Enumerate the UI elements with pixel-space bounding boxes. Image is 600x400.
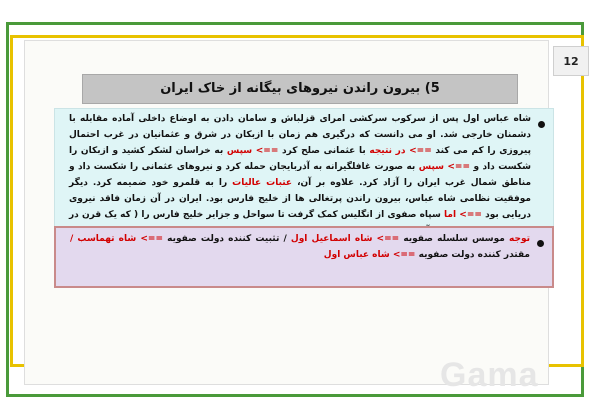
- note-text-part: موسس سلسله صفویه: [403, 234, 505, 244]
- note-highlight: ==> شاه اسماعیل اول: [290, 234, 400, 244]
- main-highlight: ==> سپس: [226, 146, 279, 156]
- note-text-part: مقتدر کننده دولت صفویه: [418, 250, 530, 260]
- main-highlight: ==> در نتیجه: [369, 146, 432, 156]
- main-text-part: به خراسان لشکر کشید و ازبکان را شکست داد و: [69, 146, 531, 172]
- main-highlight: ==> اما: [444, 210, 482, 220]
- bullet-icon: [538, 121, 545, 128]
- main-text-part: شاه عباس اول پس از سرکوب سرکشی امرای قزلباش و سامان دادن به اوضاع داخلی آماده مقابله با دشمنان خارجی شد. او می دانست که درگیری هم زمان با ازبکان در شرق و عثمانیان در غرب احتمال پیروزی را کم می کند: [69, 114, 531, 156]
- note-highlight: ==> شاه عباس اول: [323, 250, 416, 260]
- main-content-box: [54, 108, 554, 228]
- page-number-badge: 12: [553, 46, 589, 76]
- slide-title: 5) بیرون راندن نیروهای بیگانه از خاک ایران: [82, 74, 518, 104]
- note-label: توجه: [509, 234, 530, 244]
- note-highlight: ==> شاه تهماسب /: [70, 234, 163, 244]
- main-text-part: را به قلمرو خود ضمیمه کرد. دیگر موفقیت نظامی شاه عباس، بیرون راندن پرتغالی ها از خلیج فارس بود. ایران در آن زمان فاقد نیروی دریایی بود: [69, 178, 531, 220]
- note-box: [54, 226, 554, 288]
- bullet-icon: [537, 240, 544, 247]
- main-text-part: به صورت غافلگیرانه به آذربایجان حمله کرد و نیروهای عثمانی را شکست داد و مناطق شمال غرب ایران را آزاد کرد. علاوه بر آن،: [69, 162, 532, 188]
- main-highlight: عتبات عالیات: [232, 178, 293, 188]
- main-text-part: سپاه صفوی از انگلیس کمک گرفت تا سواحل و جزایر خلیج فارس را ( که یک قرن در: [69, 210, 441, 220]
- main-highlight: ==> سپس: [418, 162, 471, 172]
- watermark-logo: Gama: [440, 356, 539, 394]
- main-text-part: با عثمانی صلح کرد: [282, 146, 366, 156]
- note-text-part: / تثبیت کننده دولت صفویه: [167, 234, 287, 244]
